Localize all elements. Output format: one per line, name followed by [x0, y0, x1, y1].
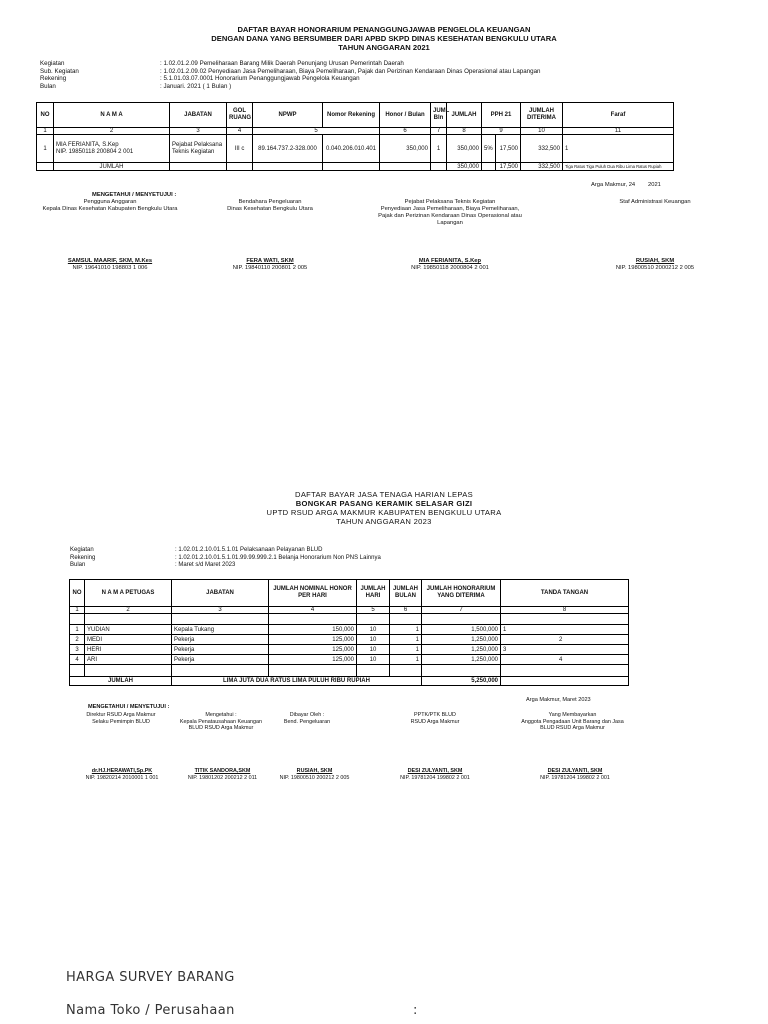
meta-label: Kegiatan	[70, 547, 94, 553]
table-row	[70, 635, 629, 645]
col-header-jabatan: JABATAN	[170, 103, 227, 128]
signer-role: Staf Administrasi Keuangan	[619, 199, 691, 205]
col-number: 5	[253, 128, 380, 135]
cell-no: 1	[37, 135, 54, 163]
table-row	[37, 135, 674, 163]
signer-name: MIA FERIANITA, S.Kep	[418, 258, 482, 264]
col-number: 9	[482, 128, 521, 135]
employee-nip: NIP. 19850118 200804 2 001	[56, 148, 134, 155]
cell-nominal: 125,000	[269, 655, 357, 665]
cell-total: 1,250,000	[422, 645, 501, 655]
cell-npwp: 89.164.737.2-328.000	[253, 135, 323, 163]
total-label: JUMLAH	[70, 677, 172, 686]
signer-role: Selaku Pemimpin BLUD	[92, 718, 150, 725]
cell-jabatan: Pekerja	[172, 645, 269, 655]
col-number: 7	[422, 607, 501, 614]
col-header-bulan: JUMLAH BULAN	[390, 580, 422, 607]
col-header-nominal: JUMLAH NOMINAL HONOR PER HARI	[269, 580, 357, 607]
signer-role: Bend. Pengeluaran	[283, 718, 331, 725]
doc3-store-label: Nama Toko / Perusahaan	[66, 1003, 235, 1018]
signer-name: DESI ZULYANTI, SKM	[547, 768, 603, 774]
signer-nip: NIP. 19850118 2000804 2 001	[411, 265, 489, 271]
col-header-faraf: Faraf	[563, 103, 674, 128]
meta-label: Kegiatan	[40, 60, 65, 67]
doc1-meta	[40, 60, 740, 90]
signer-name: DESI ZULYANTI, SKM	[407, 768, 463, 774]
col-header-rekening: Nomor Rekening	[323, 103, 380, 128]
signer-nip: NIP. 19800510 2000212 2 005	[615, 265, 695, 271]
col-header-nama: N A M A	[54, 103, 170, 128]
signer-role: Kepala Penatausahaan Keuangan	[179, 718, 263, 725]
cell-no: 4	[70, 655, 85, 665]
signer-name: dr.HJ.HERAWATI,Sp.PK	[91, 768, 153, 774]
doc3-colon: :	[413, 1003, 418, 1018]
meta-label: Bulan	[70, 562, 86, 569]
signer-role: BLUD RSUD Arga Makmur	[540, 725, 605, 732]
signature-number-left: 1	[503, 626, 507, 633]
jabatan-line-2: Teknis Kegiatan	[172, 148, 215, 155]
col-number: 1	[37, 128, 54, 135]
doc2-signer-3	[262, 712, 352, 725]
doc1-signer-4-name	[555, 258, 755, 272]
col-header-tanda-tangan: TANDA TANGAN	[501, 580, 629, 607]
col-number: 4	[227, 128, 253, 135]
doc2-title-line-2: BONGKAR PASANG KERAMIK SELASAR GIZI	[295, 499, 473, 508]
signature-number-right: 2	[559, 636, 563, 643]
doc1-table	[36, 102, 674, 171]
cell-signature	[501, 655, 629, 665]
cell-hari: 10	[357, 655, 390, 665]
cell-jabatan: Pekerja	[172, 655, 269, 665]
cell-signature	[501, 645, 629, 655]
cell-hari: 10	[357, 625, 390, 635]
total-value	[422, 677, 501, 686]
col-number: 7	[431, 128, 447, 135]
col-header-hari: JUMLAH HARI	[357, 580, 390, 607]
doc1-title-line-1: DAFTAR BAYAR HONORARIUM PENANGGUNGJAWAB PENGELOLA KEUANGAN	[237, 25, 531, 34]
cell-no: 2	[70, 635, 85, 645]
col-number: 10	[521, 128, 563, 135]
doc3-heading: HARGA SURVEY BARANG	[66, 970, 235, 985]
meta-value: : 5.1.01.03.07.0001 Honorarium Penanggungjawab Pengelola Keuangan	[160, 75, 360, 83]
total-row	[37, 163, 674, 171]
total-terbilang: Tiga Ratus Tiga Puluh Dua Ribu Lima Ratus Rupiah	[563, 163, 674, 171]
total-value-text: 5,250,000	[471, 678, 498, 684]
cell-signature	[501, 635, 629, 645]
signer-role: Pengguna Anggaran	[83, 199, 137, 205]
meta-label: Rekening	[70, 554, 96, 561]
doc1-title-line-2: DENGAN DANA YANG BERSUMBER DARI APBD SKPD DINAS KESEHATAN BENGKULU UTARA	[211, 34, 557, 43]
cell-name: MEDI	[85, 635, 172, 645]
col-number: 8	[447, 128, 482, 135]
total-jumlah: 350,000	[447, 163, 482, 171]
col-number: 4	[269, 607, 357, 614]
doc2-signer-5	[500, 712, 645, 732]
cell-pph-percent: 5%	[482, 135, 496, 163]
signer-role: BLUD RSUD Arga Makmur	[188, 725, 254, 732]
doc2-mengetahui: MENGETAHUI / MENYETUJUI :	[88, 704, 170, 710]
total-diterima: 332,500	[521, 163, 563, 171]
signer-name: RUSIAH, SKM	[635, 258, 675, 264]
total-terbilang: LIMA JUTA DUA RATUS LIMA PULUH RIBU RUPIAH	[172, 677, 422, 686]
cell-honor: 350,000	[380, 135, 431, 163]
cell-nominal: 125,000	[269, 645, 357, 655]
signature-number-left: 3	[503, 646, 507, 653]
doc1-year: 2021	[648, 182, 661, 188]
cell-pph: 17,500	[496, 135, 521, 163]
col-number: 6	[390, 607, 422, 614]
signer-role: Kepala Dinas Kesehatan Kabupaten Bengkulu Utara	[42, 206, 178, 212]
cell-jabatan: Kepala Tukang	[172, 625, 269, 635]
col-header-honor: Honor / Bulan	[380, 103, 431, 128]
signer-nip: NIP. 19641010 198803 1 006	[72, 265, 148, 271]
doc2-signer-5-name	[520, 768, 630, 781]
col-header-no: NO	[70, 580, 85, 607]
col-number: 2	[85, 607, 172, 614]
col-header-total: JUMLAH HONORARIUM YANG DITERIMA	[422, 580, 501, 607]
cell-juml: 1	[431, 135, 447, 163]
meta-value: : Januari. 2021 ( 1 Bulan )	[160, 82, 232, 90]
doc2-signer-4	[380, 712, 490, 725]
table-row	[70, 625, 629, 635]
cell-total: 1,250,000	[422, 655, 501, 665]
cell-jabatan	[170, 135, 227, 163]
col-number: 1	[70, 607, 85, 614]
signature-number-right: 4	[559, 656, 563, 663]
doc2-title-line-1: DAFTAR BAYAR JASA TENAGA HARIAN LEPAS	[295, 490, 473, 499]
doc2-signer-2-name	[170, 768, 275, 781]
signer-role: Pajak dan Perizinan Kendaraan Dinas Operasional atau	[378, 213, 522, 219]
col-header-nama: N A M A PETUGAS	[85, 580, 172, 607]
doc1-signer-3	[345, 199, 555, 227]
signer-role: Anggota Pengadaan Unit Barang dan Jasa	[521, 718, 624, 725]
meta-label: Bulan	[40, 82, 56, 90]
signer-role: RSUD Arga Makmur	[410, 718, 460, 725]
signer-role: PPTK/PTK BLUD	[414, 712, 456, 718]
col-header-jabatan: JABATAN	[172, 580, 269, 607]
doc2-title-line-3: UPTD RSUD ARGA MAKMUR KABUPATEN BENGKULU UTARA	[266, 508, 502, 517]
col-number: 3	[172, 607, 269, 614]
total-label: JUMLAH	[54, 163, 170, 171]
col-number: 11	[563, 128, 674, 135]
signer-role: Lapangan	[437, 220, 463, 226]
cell-bulan: 1	[390, 635, 422, 645]
signer-role: Pejabat Pelaksana Teknis Kegiatan	[404, 199, 496, 205]
cell-jabatan: Pekerja	[172, 635, 269, 645]
doc1-signer-2-name	[175, 258, 365, 272]
col-number: 2	[54, 128, 170, 135]
doc2-place-date: Arga Makmur, Maret 2023	[526, 697, 591, 703]
signer-nip: NIP. 19801202 200212 2 011	[187, 774, 258, 781]
cell-total: 1,500,000	[422, 625, 501, 635]
cell-faraf: 1	[563, 135, 674, 163]
signer-nip: NIP. 19820214 2010001 1 001	[85, 774, 159, 781]
cell-bulan: 1	[390, 645, 422, 655]
cell-rekening: 0.040.206.010.401	[323, 135, 380, 163]
cell-name	[54, 135, 170, 163]
signer-nip: NIP. 19800510 200212 2 005	[279, 774, 350, 781]
signer-role: Dibayar Oleh :	[289, 712, 325, 718]
cell-name: HERI	[85, 645, 172, 655]
table-row	[70, 645, 629, 655]
cell-total: 1,250,000	[422, 635, 501, 645]
cell-nominal: 125,000	[269, 635, 357, 645]
cell-name: YUDIAN	[85, 625, 172, 635]
col-number: 5	[357, 607, 390, 614]
jabatan-line-1: Pejabat Pelaksana	[172, 141, 223, 148]
meta-value: : Maret s/d Maret 2023	[175, 562, 236, 569]
signer-role: Dinas Kesehatan Bengkulu Utara	[227, 206, 313, 212]
cell-no: 1	[70, 625, 85, 635]
signer-role: Mengetahui :	[205, 712, 237, 718]
cell-hari: 10	[357, 635, 390, 645]
signer-nip: NIP. 19781204 199802 2 001	[400, 774, 470, 781]
col-header-diterima: JUMLAH DITERIMA	[521, 103, 563, 128]
cell-diterima: 332,500	[521, 135, 563, 163]
cell-signature	[501, 625, 629, 635]
cell-jumlah: 350,000	[447, 135, 482, 163]
table-row	[70, 655, 629, 665]
doc1-signer-2	[175, 199, 365, 213]
signer-nip: NIP. 19781204 199802 2 001	[540, 774, 610, 781]
col-header-no: NO	[37, 103, 54, 128]
doc2-table	[69, 579, 629, 686]
doc2-title-line-4: TAHUN ANGGARAN 2023	[336, 517, 432, 526]
meta-label: Rekening	[40, 75, 67, 83]
doc2-signer-1	[66, 712, 176, 725]
signer-name: SAMSUL MAARIF, SKM, M.Kes	[67, 258, 153, 264]
meta-value: : 1.02.01.2.10.01.5.1.01.99.99.999.2.1 Belanja Honorarium Non PNS Lainnya	[175, 554, 381, 561]
doc1-title	[0, 25, 768, 52]
signer-role: Penyediaan Jasa Pemeliharaan, Biaya Pemeliharaan,	[380, 206, 520, 212]
doc1-mengetahui: MENGETAHUI / MENYETUJUI :	[92, 192, 177, 198]
signer-role: Direktur RSUD Arga Makmur	[86, 712, 156, 718]
doc1-signer-4	[570, 199, 740, 206]
total-pph: 17,500	[496, 163, 521, 171]
doc2-signer-2	[166, 712, 276, 732]
col-header-pph: PPH 21	[482, 103, 521, 128]
signer-role: Yang Membayarkan	[548, 712, 597, 718]
cell-hari: 10	[357, 645, 390, 655]
col-header-jumlah: JUMLAH	[447, 103, 482, 128]
signer-nip: NIP. 19840110 200801 2 005	[232, 265, 308, 271]
signer-name: TITIK SANDORA,SKM	[194, 768, 251, 774]
col-header-gol: GOL RUANG	[227, 103, 253, 128]
cell-nominal: 150,000	[269, 625, 357, 635]
cell-bulan: 1	[390, 655, 422, 665]
doc2-signer-1-name	[72, 768, 172, 781]
cell-no: 3	[70, 645, 85, 655]
col-number: 3	[170, 128, 227, 135]
cell-gol: III c	[227, 135, 253, 163]
cell-name: ARI	[85, 655, 172, 665]
doc1-place-date: Arga Makmur, 24	[591, 182, 636, 188]
total-row	[70, 677, 629, 686]
meta-value: : 1.02.01.2.10.01.5.1.01 Pelaksanaan Pelayanan BLUD	[175, 547, 323, 553]
meta-label: Sub. Kegiatan	[40, 67, 79, 75]
signer-name: RUSIAH, SKM	[296, 768, 333, 774]
doc2-meta	[70, 547, 670, 570]
doc2-title	[0, 490, 768, 526]
signer-name: FERA WATI, SKM	[246, 258, 294, 264]
employee-name: MIA FERIANITA, S.Kep	[56, 141, 119, 148]
doc2-signer-4-name	[380, 768, 490, 781]
col-header-npwp: NPWP	[253, 103, 323, 128]
col-number: 6	[380, 128, 431, 135]
doc2-signer-3-name	[262, 768, 367, 781]
cell-bulan: 1	[390, 625, 422, 635]
doc1-title-line-3: TAHUN ANGGARAN 2021	[338, 43, 430, 52]
col-number: 8	[501, 607, 629, 614]
signer-role: Bendahara Pengeluaran	[238, 199, 302, 205]
col-header-juml: JUML Bln	[431, 103, 447, 128]
meta-value: : 1.02.01.2.09.02 Penyediaan Jasa Pemeliharaan, Biaya Pemeliharaan, Pajak dan Perizinan Kendaraan Dinas Operasional atau Lapangan	[160, 67, 541, 75]
doc1-signer-3-name	[345, 258, 555, 272]
meta-value: : 1.02.01.2.09 Pemeliharaan Barang Milik Daerah Penunjang Urusan Pemerintah Daerah	[160, 60, 404, 67]
